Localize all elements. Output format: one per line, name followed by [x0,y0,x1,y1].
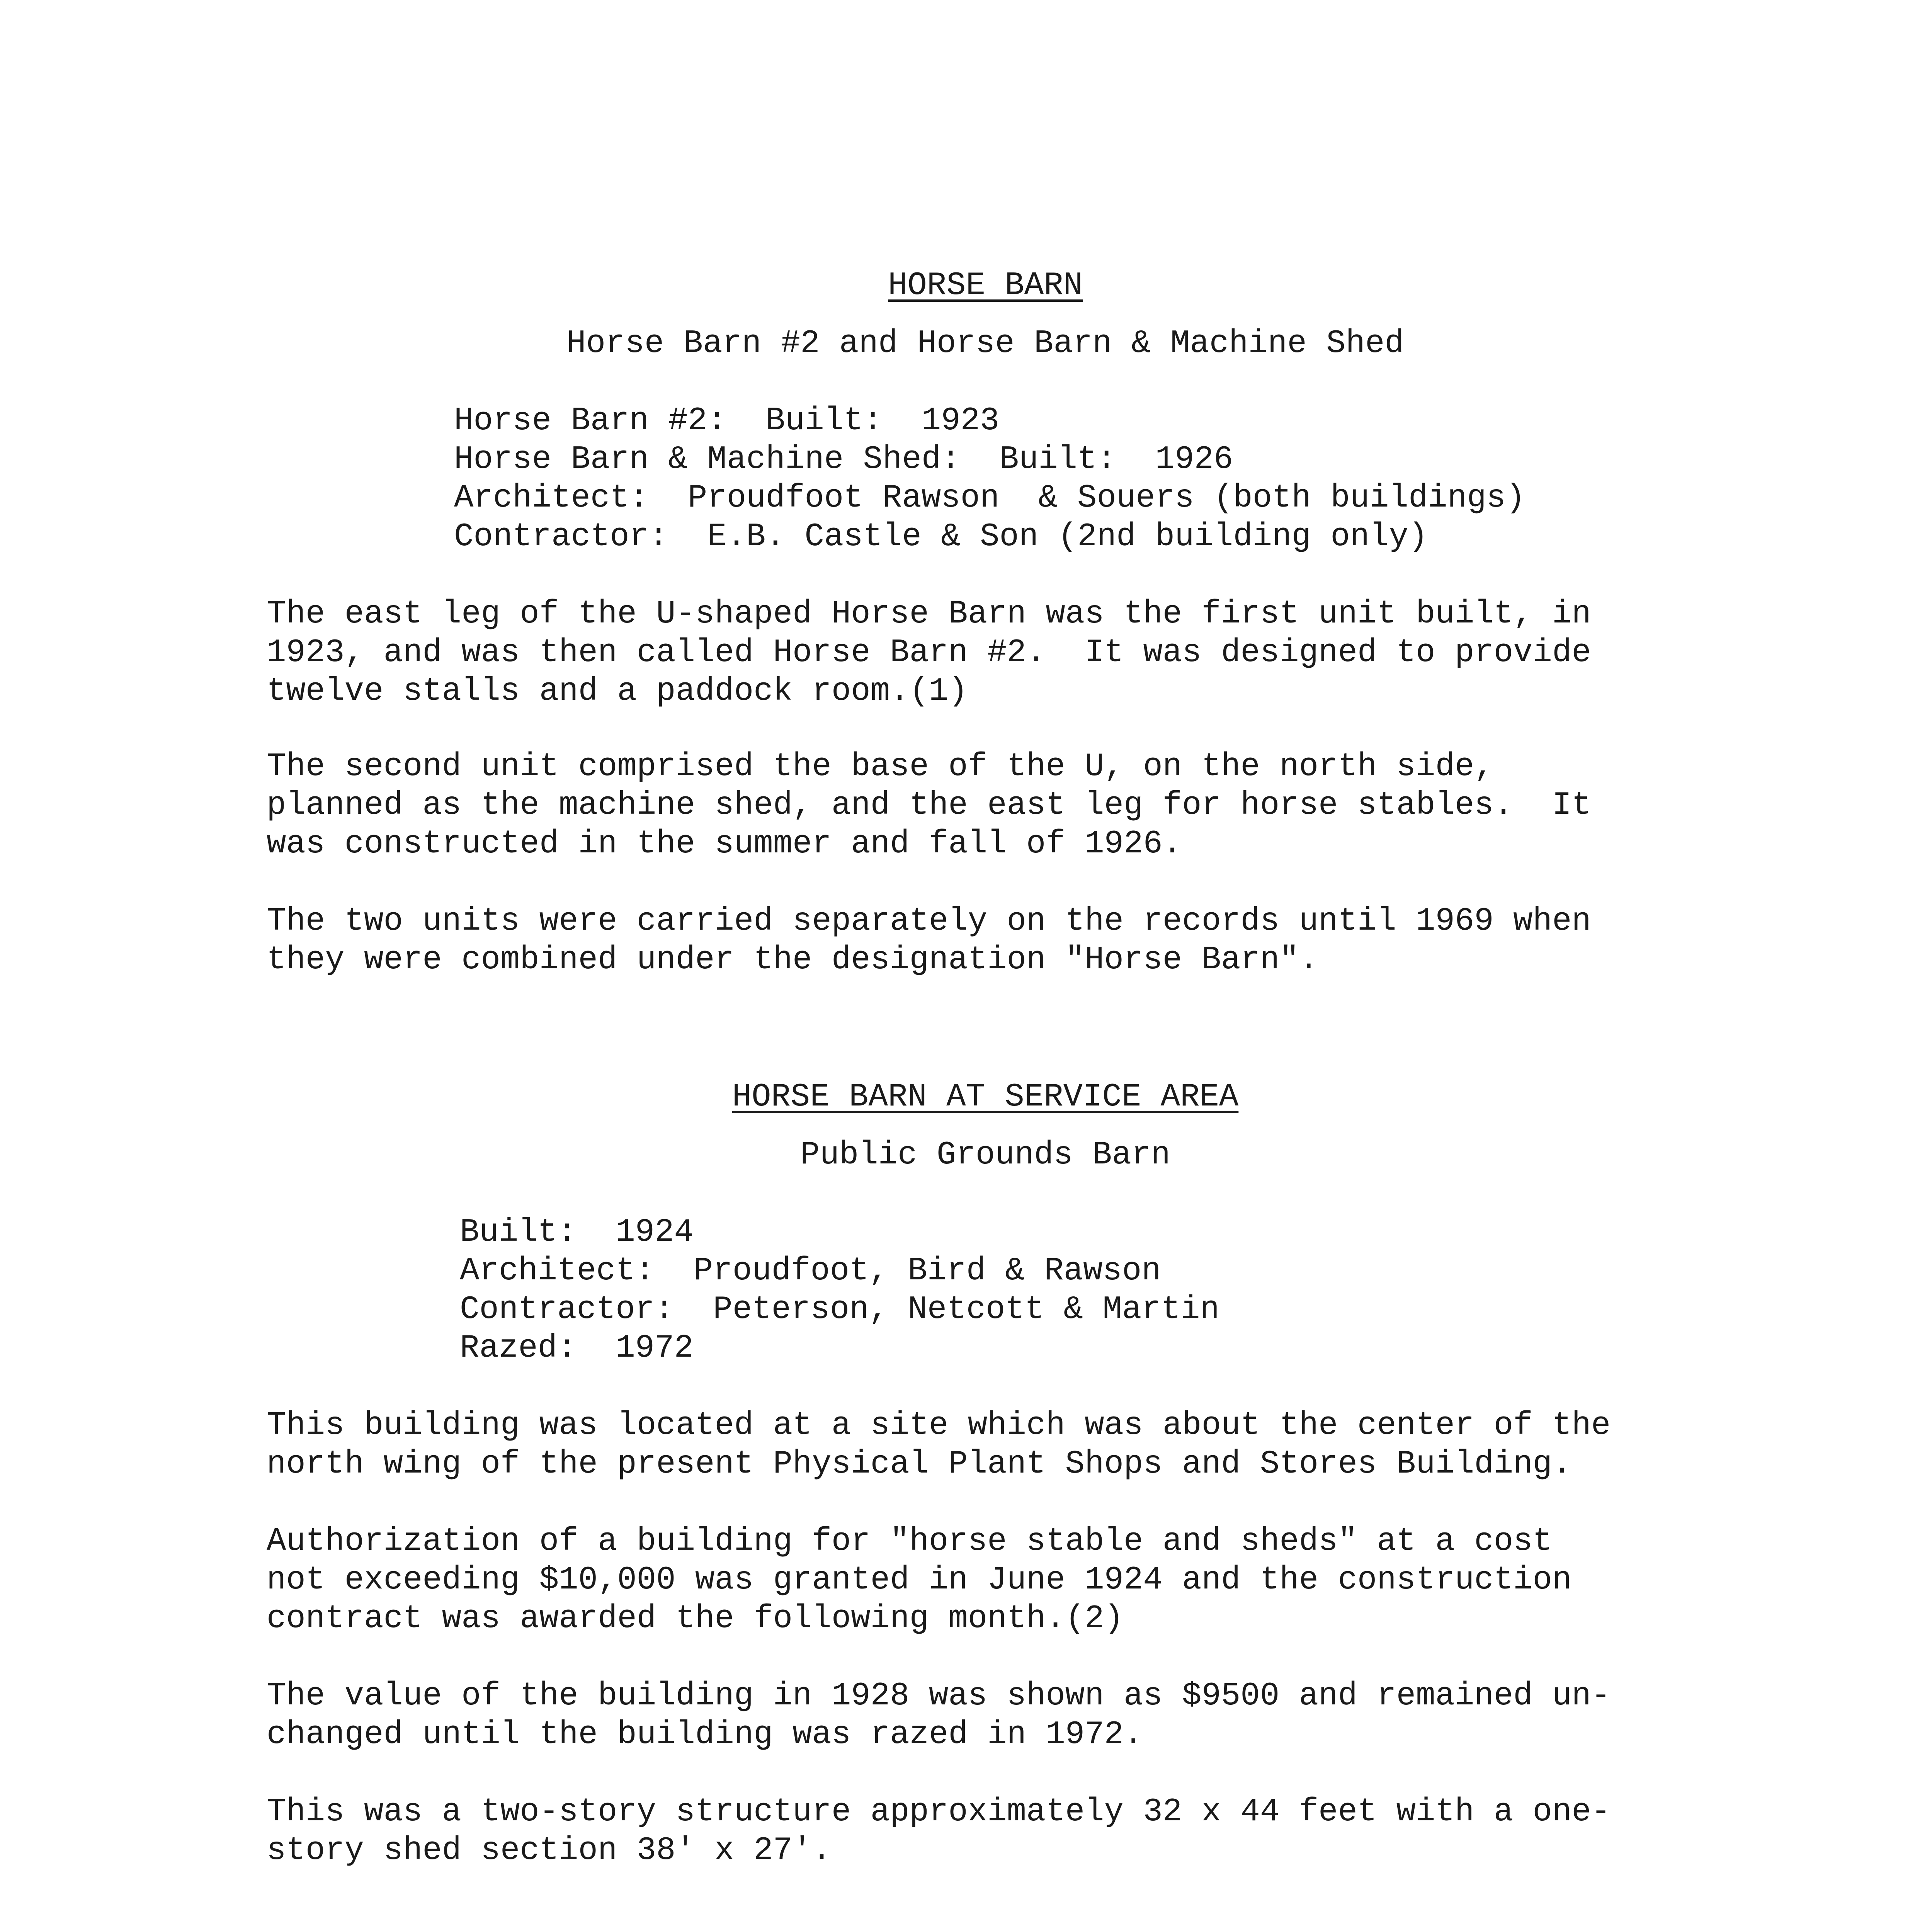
detail-line: Razed: 1972 [460,1330,694,1367]
paragraph-line: This building was located at a site which was about the center of the [267,1407,1611,1444]
paragraph-line: contract was awarded the following month.(2) [267,1600,1124,1637]
section-subheading: Public Grounds Barn [800,1137,1170,1173]
paragraph-line: The value of the building in 1928 was shown as $9500 and remained un- [267,1678,1611,1714]
detail-line: Contractor: Peterson, Netcott & Martin [460,1291,1219,1328]
section-subheading: Horse Barn #2 and Horse Barn & Machine Shed [566,325,1404,362]
section-heading-horse-barn: HORSE BARN [888,267,1083,304]
detail-line: Horse Barn & Machine Shed: Built: 1926 [454,441,1233,478]
detail-line: Architect: Proudfoot, Bird & Rawson [460,1253,1161,1289]
paragraph-line: This was a two-story structure approximately 32 x 44 feet with a one- [267,1794,1611,1830]
paragraph-line: The two units were carried separately on the records until 1969 when [267,903,1591,940]
paragraph-line: north wing of the present Physical Plant Shops and Stores Building. [267,1446,1572,1483]
paragraph-line: story shed section 38' x 27'. [267,1832,832,1869]
paragraph-line: Authorization of a building for "horse stable and sheds" at a cost [267,1523,1552,1560]
detail-line: Contractor: E.B. Castle & Son (2nd building only) [454,519,1428,555]
detail-line: Architect: Proudfoot Rawson & Souers (both buildings) [454,480,1526,517]
paragraph-line: changed until the building was razed in 1972. [267,1716,1143,1753]
paragraph-line: they were combined under the designation "Horse Barn". [267,942,1319,978]
paragraph-line: planned as the machine shed, and the east leg for horse stables. It [267,787,1591,824]
section-heading-service-area: HORSE BARN AT SERVICE AREA [732,1079,1239,1116]
detail-line: Horse Barn #2: Built: 1923 [454,403,1000,439]
paragraph-line: not exceeding $10,000 was granted in June 1924 and the construction [267,1562,1572,1599]
paragraph-line: The second unit comprised the base of the U, on the north side, [267,748,1494,785]
paragraph-line: 1923, and was then called Horse Barn #2. It was designed to provide [267,634,1591,671]
paragraph-line: was constructed in the summer and fall of 1926. [267,826,1182,862]
paragraph-line: twelve stalls and a paddock room.(1) [267,673,968,710]
detail-line: Built: 1924 [460,1214,694,1251]
paragraph-line: The east leg of the U-shaped Horse Barn was the first unit built, in [267,596,1591,633]
